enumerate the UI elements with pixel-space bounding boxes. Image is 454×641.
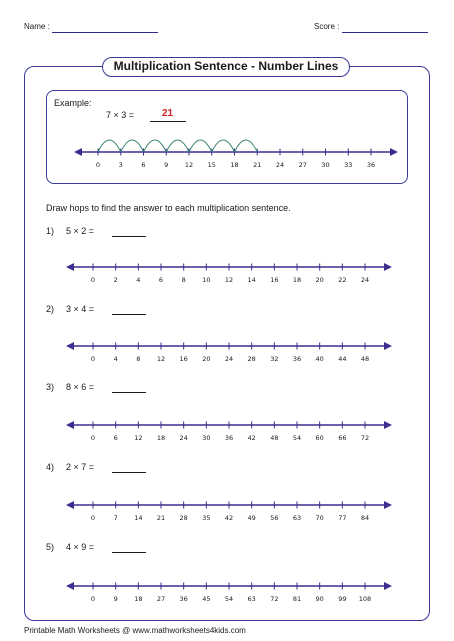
example-answer: 21 [162,108,174,119]
tick-label: 0 [90,355,96,363]
left-arrow-icon [66,342,74,350]
answer-blank[interactable] [112,552,146,553]
tick-label: 108 [358,595,372,603]
footer-credit: Printable Math Worksheets @ www.mathworksheets4kids.com [24,626,246,635]
tick-label: 42 [224,514,234,522]
tick-label: 9 [164,161,169,169]
tick-label: 54 [292,434,302,442]
tick-label: 14 [247,276,256,284]
name-label: Name : [24,22,50,31]
tick-label: 16 [270,276,279,284]
tick-label: 0 [90,514,96,522]
problem-sentence: 3 × 4 = [66,304,95,314]
tick-label: 32 [270,355,279,363]
answer-blank[interactable] [112,314,146,315]
tick-label: 72 [270,595,279,603]
tick-label: 4 [113,355,118,363]
tick-label: 18 [230,161,239,169]
right-arrow-icon [384,582,392,590]
tick-label: 6 [113,434,118,442]
problem-sentence: 5 × 2 = [66,226,95,236]
tick-label: 28 [247,355,256,363]
tick-label: 24 [275,161,285,169]
problem-number: 4) [46,462,55,472]
tick-label: 63 [247,595,256,603]
tick-label: 0 [90,276,96,284]
hop-arc [189,140,212,152]
tick-label: 9 [113,595,118,603]
tick-label: 24 [179,434,188,442]
tick-label: 33 [344,161,353,169]
tick-label: 21 [253,161,262,169]
tick-label: 36 [224,434,234,442]
tick-label: 40 [315,355,324,363]
hop-arc [166,140,189,152]
tick-label: 4 [136,276,141,284]
left-arrow-icon [66,263,74,271]
tick-label: 56 [270,514,279,522]
hop-arc [121,140,144,152]
tick-label: 27 [156,595,166,603]
tick-label: 99 [338,595,347,603]
number-line-4[interactable] [66,501,392,522]
tick-label: 72 [360,434,370,442]
tick-label: 20 [315,276,324,284]
tick-label: 12 [224,276,234,284]
tick-label: 8 [181,276,186,284]
tick-label: 35 [202,514,211,522]
tick-label: 24 [224,355,234,363]
tick-label: 30 [321,161,330,169]
left-arrow-icon [74,148,82,156]
right-arrow-icon [384,501,392,509]
right-arrow-icon [384,421,392,429]
tick-label: 10 [202,276,211,284]
tick-label: 54 [224,595,234,603]
problem-number: 2) [46,304,55,314]
hop-arc [98,140,121,152]
tick-label: 18 [156,434,166,442]
tick-label: 6 [158,276,164,284]
tick-label: 7 [113,514,118,522]
left-arrow-icon [66,421,74,429]
hop-arc [144,140,167,152]
number-line-3[interactable] [66,421,392,442]
tick-label: 15 [207,161,216,169]
tick-label: 84 [360,514,370,522]
answer-blank[interactable] [112,236,146,237]
tick-label: 12 [184,161,194,169]
problem-sentence: 4 × 9 = [66,542,95,552]
tick-label: 18 [134,595,143,603]
right-arrow-icon [384,342,392,350]
tick-label: 6 [141,161,146,169]
left-arrow-icon [66,501,74,509]
hop-arc [212,140,235,152]
tick-label: 0 [90,434,96,442]
tick-label: 45 [202,595,211,603]
tick-label: 8 [136,355,141,363]
example-sentence: 7 × 3 = [106,110,135,120]
tick-label: 49 [247,514,256,522]
right-arrow-icon [390,148,398,156]
worksheet-title: Multiplication Sentence - Number Lines [102,57,350,77]
tick-label: 0 [95,161,101,169]
problem-number: 5) [46,542,55,552]
tick-label: 70 [315,514,324,522]
tick-label: 44 [338,355,347,363]
tick-label: 66 [338,434,347,442]
tick-label: 22 [338,276,347,284]
tick-label: 81 [292,595,302,603]
tick-label: 12 [156,355,166,363]
instructions: Draw hops to find the answer to each multiplication sentence. [46,203,291,213]
number-line-5[interactable] [66,582,392,603]
tick-label: 36 [179,595,188,603]
tick-label: 0 [90,595,96,603]
answer-blank[interactable] [112,472,146,473]
tick-label: 24 [360,276,370,284]
hop-arc [235,140,258,152]
tick-label: 77 [338,514,347,522]
tick-label: 28 [179,514,188,522]
tick-label: 48 [360,355,370,363]
tick-label: 3 [118,161,123,169]
problem-sentence: 8 × 6 = [66,382,95,392]
tick-label: 18 [292,276,302,284]
tick-label: 20 [202,355,211,363]
tick-label: 16 [179,355,188,363]
tick-label: 48 [270,434,279,442]
tick-label: 14 [134,514,143,522]
problem-sentence: 2 × 7 = [66,462,95,472]
problem-number: 3) [46,382,55,392]
example-number-line [74,140,398,169]
tick-label: 42 [247,434,256,442]
problem-number: 1) [46,226,55,236]
tick-label: 36 [292,355,302,363]
number-line-1[interactable] [66,263,392,284]
tick-label: 36 [366,161,376,169]
tick-label: 63 [292,514,302,522]
tick-label: 27 [298,161,307,169]
right-arrow-icon [384,263,392,271]
tick-label: 21 [156,514,166,522]
number-line-2[interactable] [66,342,392,363]
tick-label: 2 [113,276,118,284]
example-label: Example: [54,98,92,108]
tick-label: 30 [202,434,211,442]
tick-label: 60 [315,434,324,442]
score-label: Score : [314,22,340,31]
tick-label: 12 [134,434,143,442]
tick-label: 90 [315,595,324,603]
left-arrow-icon [66,582,74,590]
answer-blank[interactable] [112,392,146,393]
